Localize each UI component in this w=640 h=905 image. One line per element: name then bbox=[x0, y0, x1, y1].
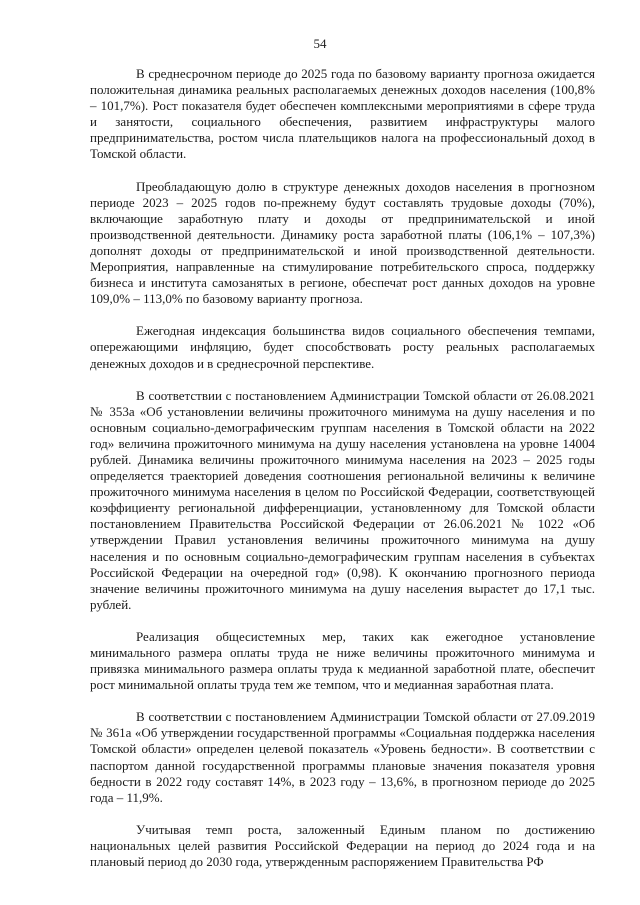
document-body bbox=[90, 66, 595, 870]
page-number: 54 bbox=[313, 36, 327, 51]
paragraph-labor-income: Преобладающую долю в структуре денежных доходов населения в прогнозном периоде 2023 – 2025 годов по-прежнему будут составлять трудовые доходы (70%), включающие заработную плату и доходы от предпринимательской и иной производственной деятельности. Динамику роста заработной платы (106,1% – 107,3%) дополнят доходы от предпринимательской и иной производственной деятельности. Мероприятия, направленные на стимулирование потребительского спроса, поддержку бизнеса и института самозанятых в регионе, обеспечат рост данных доходов на уровне 109,0% – 113,0% по базовому варианту прогноза. bbox=[90, 178, 595, 307]
paragraph-subsistence-minimum: В соответствии с постановлением Администрации Томской области от 26.08.2021 № 353а «Об установлении величины прожиточного минимума на душу населения и по основным социально-демографическим группам населения в Томской области на 2022 год» величина прожиточного минимума на душу населения установлена на уровне 14004 рублей. Динамика величины прожиточного минимума населения на 2023 – 2025 годы определяется траекторией доведения соотношения региональной величины к величине прожиточного минимума населения в целом по Российской Федерации, соответствующей коэффициенту региональной дифференциации, установленному для Томской области постановлением Правительства Российской Федерации от 26.06.2021 № 1022 «Об утверждении Правил установления величины прожиточного минимума на душу населения и по основным социально-демографическим группам населения в субъектах Российской Федерации на очередной год» (0,98). К окончанию прогнозного периода значение величины прожиточного минимума на душу населения вырастет до 17,1 тыс. рублей. bbox=[90, 387, 595, 612]
paragraph-income-forecast: В среднесрочном периоде до 2025 года по базовому варианту прогноза ожидается положительная динамика реальных располагаемых денежных доходов населения (100,8% – 101,7%). Рост показателя будет обеспечен комплексными мероприятиями в сфере труда и занятости, социального обеспечения, развитием инфраструктуры малого предпринимательства, ростом числа плательщиков налога на профессиональный доход в Томской области. bbox=[90, 66, 595, 162]
paragraph-poverty-level: В соответствии с постановлением Администрации Томской области от 27.09.2019 № 361а «Об утверждении государственной программы «Социальная поддержка населения Томской области» определен целевой показатель «Уровень бедности». В соответствии с паспортом данной государственной программы плановые значения показателя уровня бедности в 2022 году составят 14%, в 2023 году – 13,6%, в прогнозном периоде до 2025 года – 11,9%. bbox=[90, 709, 595, 805]
paragraph-indexation: Ежегодная индексация большинства видов социального обеспечения темпами, опережающими инфляцию, будет способствовать росту реальных располагаемых денежных доходов и в среднесрочной перспективе. bbox=[90, 323, 595, 371]
paragraph-minimum-wage: Реализация общесистемных мер, таких как ежегодное установление минимального размера оплаты труда не ниже величины прожиточного минимума и привязка минимального размера оплаты труда к медианной заработной плате, обеспечит рост минимальной оплаты труда тем же темпом, что и медианная заработная плата. bbox=[90, 628, 595, 693]
paragraph-growth-rate: Учитывая темп роста, заложенный Единым планом по достижению национальных целей развития Российской Федерации на период до 2024 года и на плановый период до 2030 года, утвержденным распоряжением Правительства РФ bbox=[90, 821, 595, 870]
